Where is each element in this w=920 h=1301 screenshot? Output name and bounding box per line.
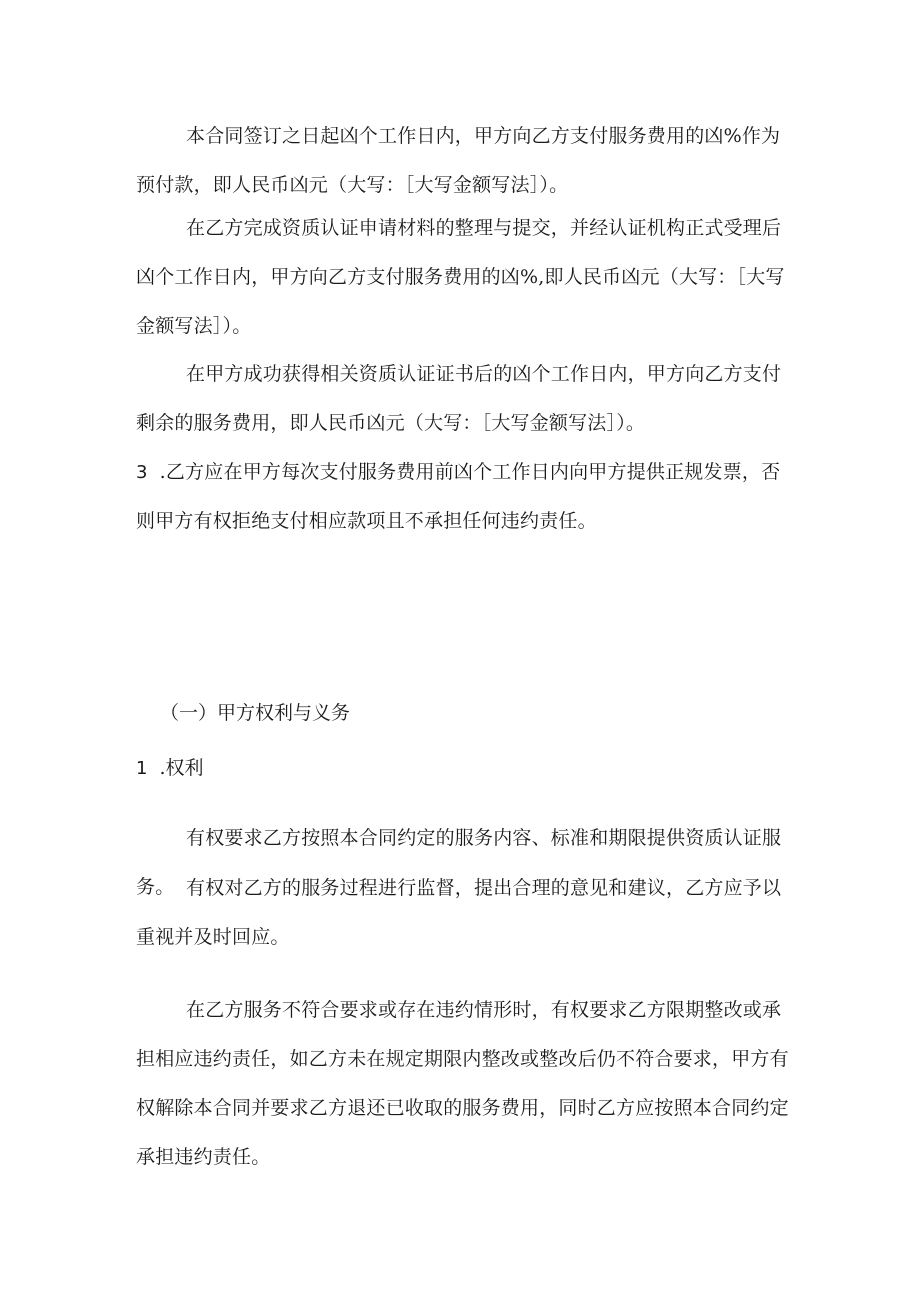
list-item-number: 3 [136, 462, 148, 483]
paragraph-right-1: 有权要求乙方按照本合同约定的服务内容、标准和期限提供资质认证服务。 [136, 827, 782, 898]
list-item-invoice [136, 448, 796, 546]
subsection-number: 1 [136, 758, 148, 779]
paragraph-final-payment: 在甲方成功获得相关资质认证证书后的凶个工作日内，甲方向乙方支付剩余的服务费用，即人民币凶元（大写：［大写金额写法］）。 [136, 363, 782, 434]
paragraph-prepayment: 本合同签订之日起凶个工作日内，甲方向乙方支付服务费用的凶%作为预付款，即人民币凶元（大写：［大写金额写法］）。 [136, 125, 781, 196]
paragraph-right-2: 有权对乙方的服务过程进行监督，提出合理的意见和建议，乙方应予以重视并及时回应。 [136, 877, 782, 948]
subsection-label: .权利 [159, 757, 204, 779]
section-heading: （一）甲方权利与义务 [160, 702, 351, 724]
paragraph-second-payment: 在乙方完成资质认证申请材料的整理与提交，并经认证机构正式受理后凶个工作日内，甲方向乙方支付服务费用的凶%,即人民币凶元（大写：［大写金额写法］）。 [136, 217, 785, 337]
paragraph-right-3: 在乙方服务不符合要求或存在违约情形时，有权要求乙方限期整改或承担相应违约责任，如乙方未在规定期限内整改或整改后仍不符合要求，甲方有权解除本合同并要求乙方退还已收取的服务费用，同时乙方应按照本合同约定承担违约责任。 [136, 999, 789, 1168]
subsection-title [136, 753, 204, 784]
list-item-text: .乙方应在甲方每次支付服务费用前凶个工作日内向甲方提供正规发票，否则甲方有权拒绝支付相应款项且不承担任何违约责任。 [136, 461, 781, 532]
